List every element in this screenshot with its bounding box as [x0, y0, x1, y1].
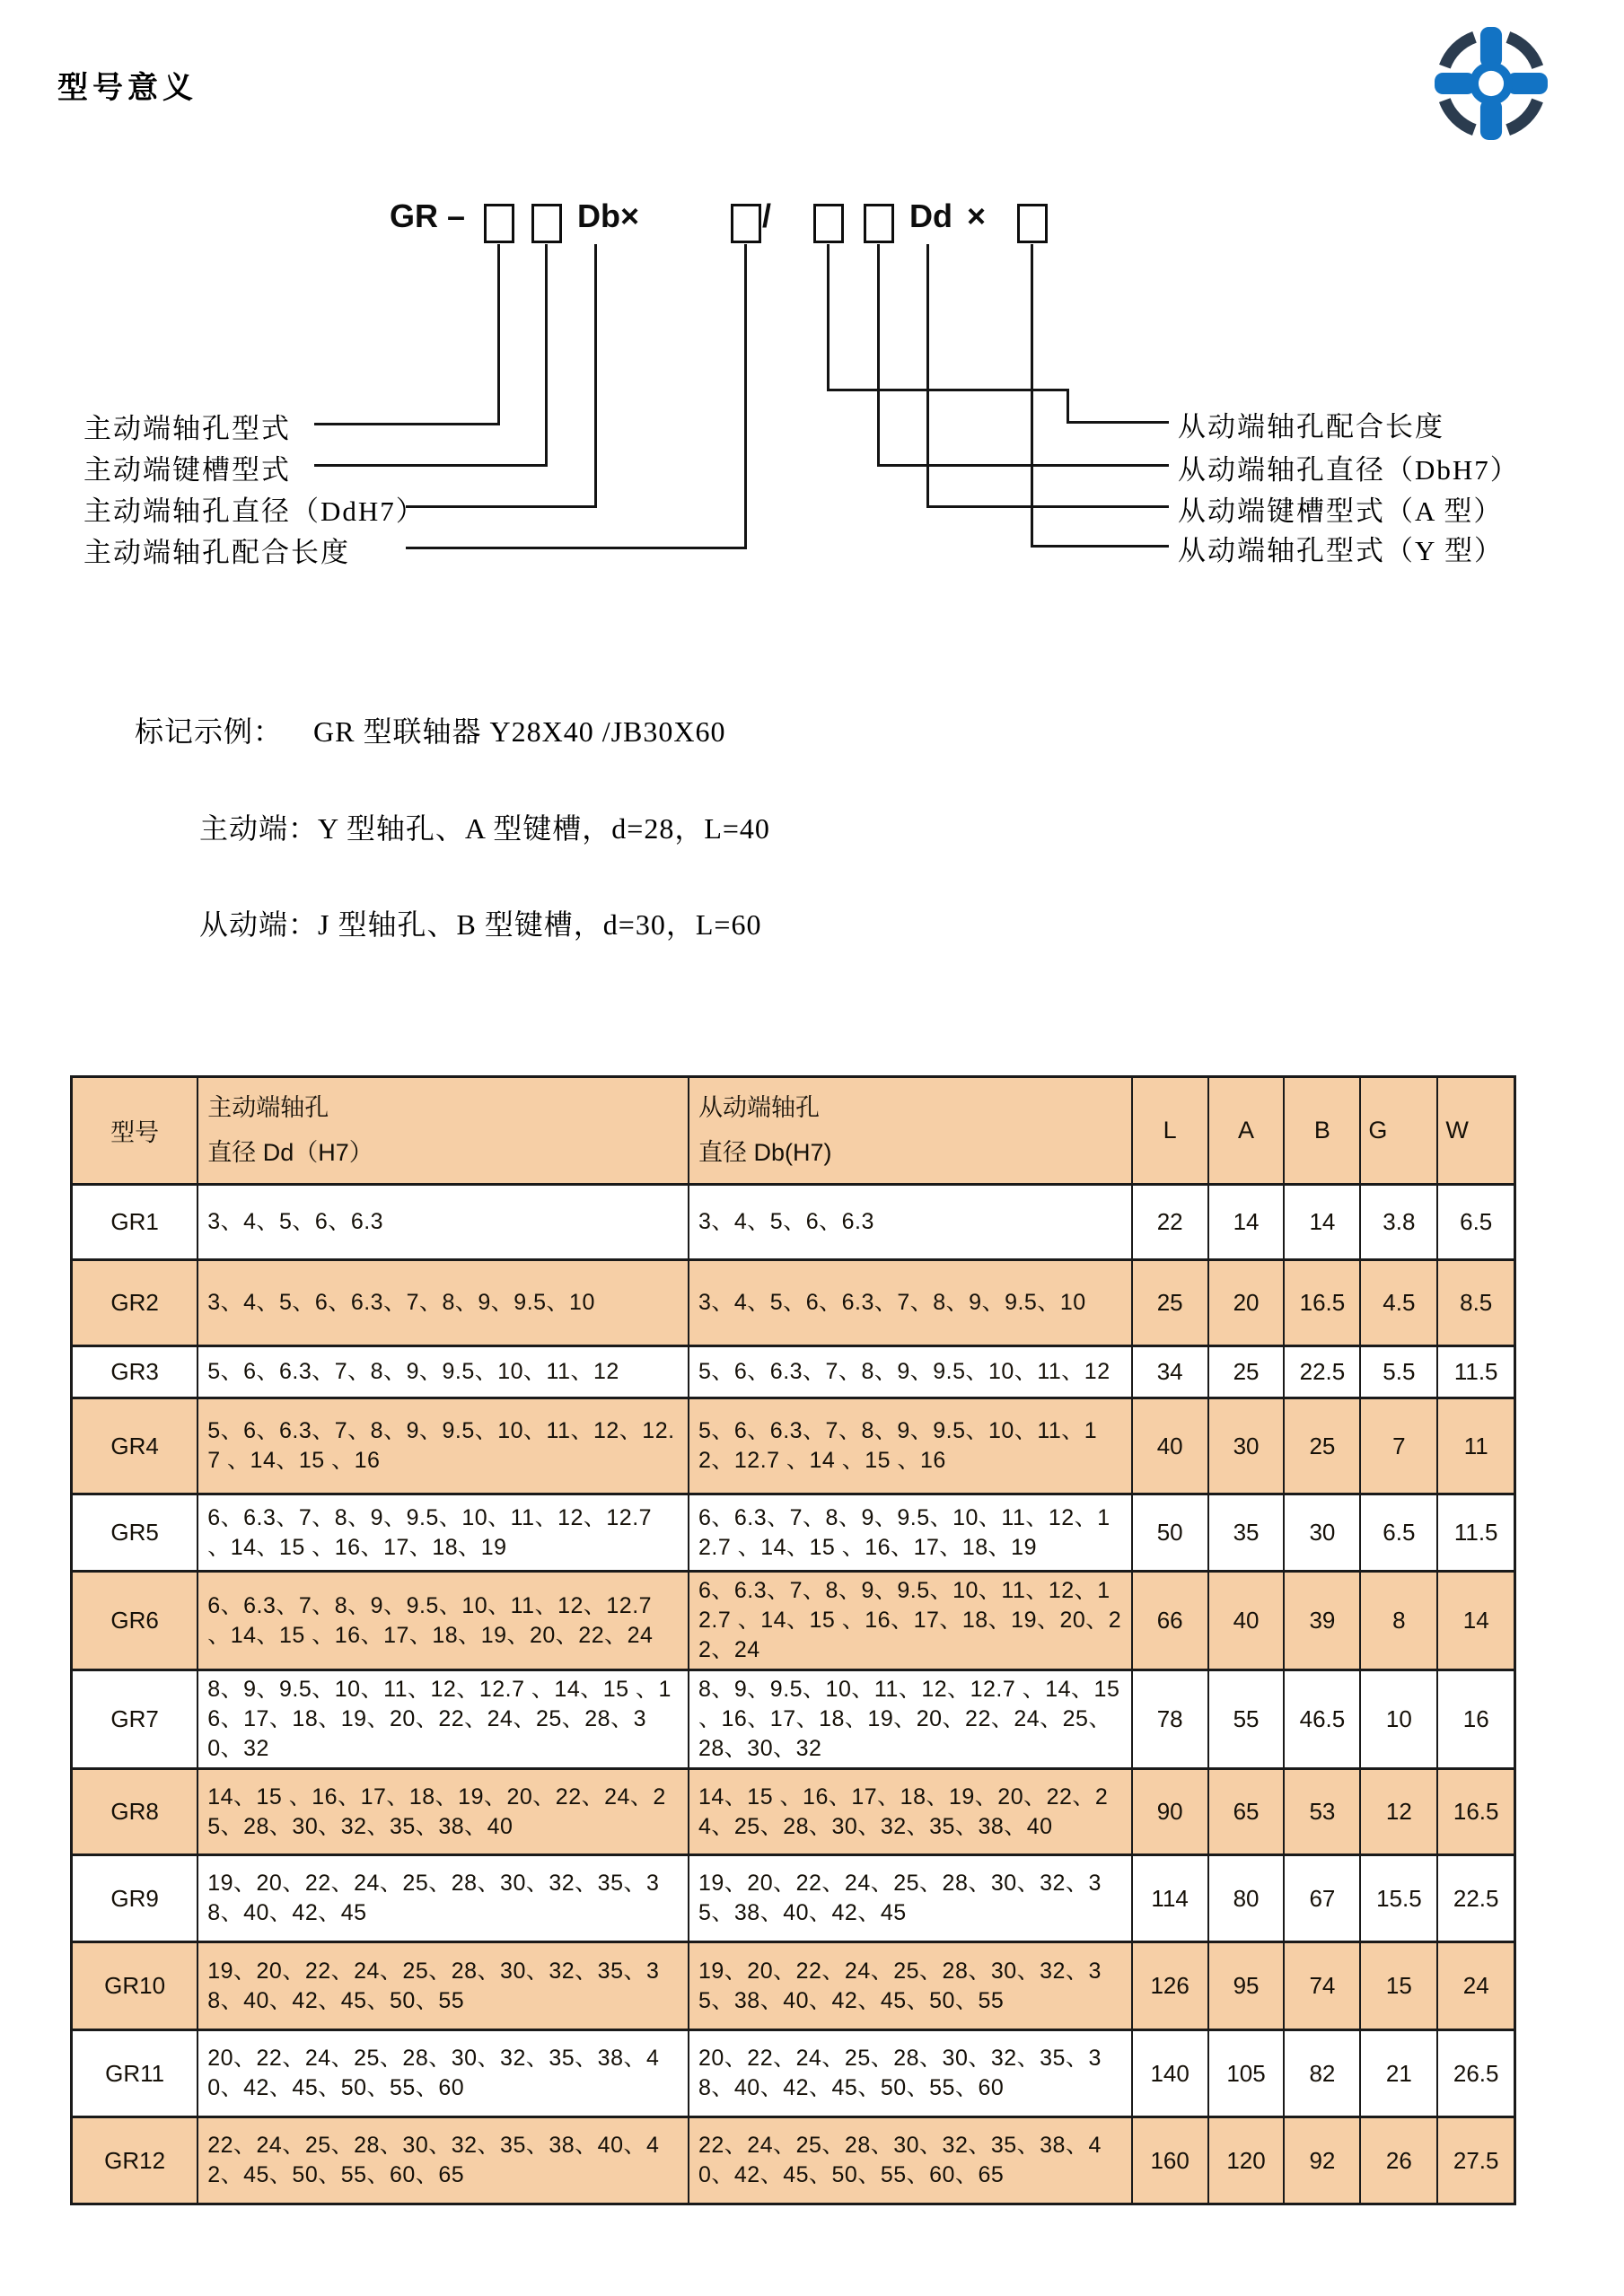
driven-bore-dia-label: 从动端轴孔直径（DbH7） [1178, 454, 1520, 486]
col-header-W: W [1437, 1077, 1514, 1185]
drive-bores-cell: 5、6、6.3、7、8、9、9.5、10、11、12、12.7 、14、15 、16 [198, 1398, 689, 1494]
dim-A-cell: 30 [1208, 1398, 1285, 1494]
dim-G-cell: 10 [1360, 1670, 1437, 1769]
drive-bores-cell: 5、6、6.3、7、8、9、9.5、10、11、12 [198, 1346, 689, 1398]
dim-A-cell: 20 [1208, 1260, 1285, 1346]
connector-line [1031, 244, 1033, 548]
table-row [72, 1942, 1515, 2030]
dim-A-cell: 65 [1208, 1769, 1285, 1855]
dim-G-cell: 26 [1360, 2117, 1437, 2204]
driven-bores-cell: 6、6.3、7、8、9、9.5、10、11、12、12.7 、14、15 、16、17、18、19、20、22、24 [689, 1572, 1132, 1670]
dim-B-cell: 46.5 [1284, 1670, 1360, 1769]
table-row [72, 1769, 1515, 1855]
col-header-G: G [1360, 1077, 1437, 1185]
drive-bores-cell: 22、24、25、28、30、32、35、38、40、42、45、50、55、60、65 [198, 2117, 689, 2204]
col-header-driven-bore [689, 1077, 1132, 1185]
dim-W-cell: 24 [1437, 1942, 1514, 2030]
connector-line [1031, 545, 1169, 548]
dim-G-cell: 12 [1360, 1769, 1437, 1855]
driven-bores-cell: 19、20、22、24、25、28、30、32、35、38、40、42、45 [689, 1855, 1132, 1942]
formula-slash: / [762, 197, 772, 234]
driven-bore-type-label: 从动端轴孔型式（Y 型） [1178, 535, 1504, 566]
dim-G-cell: 15 [1360, 1942, 1437, 2030]
table-header-row [72, 1077, 1515, 1185]
driven-bores-cell: 8、9、9.5、10、11、12、12.7 、14、15 、16、17、18、19、20、22、24、25、28、30、32 [689, 1670, 1132, 1769]
dim-B-cell: 25 [1284, 1398, 1360, 1494]
spec-table-body [72, 1185, 1515, 2204]
driven-bores-cell: 5、6、6.3、7、8、9、9.5、10、11、12 [689, 1346, 1132, 1398]
dim-G-cell: 15.5 [1360, 1855, 1437, 1942]
dim-L-cell: 78 [1132, 1670, 1208, 1769]
dim-A-cell: 80 [1208, 1855, 1285, 1942]
marking-example-label: 标记示例： [135, 715, 284, 748]
connector-line [877, 464, 1169, 467]
spec-table [70, 1075, 1516, 2205]
placeholder-box-drive-bore-type [484, 204, 514, 243]
drive-bores-cell: 19、20、22、24、25、28、30、32、35、38、40、42、45、50、55 [198, 1942, 689, 2030]
drive-bore-title: 主动端轴孔 [207, 1093, 329, 1121]
connector-line [744, 244, 747, 549]
placeholder-box-drive-keyway-type [531, 204, 562, 243]
col-header-A: A [1208, 1077, 1285, 1185]
model-cell: GR7 [72, 1670, 198, 1769]
connector-line [926, 244, 929, 508]
connector-line [926, 505, 1169, 508]
dim-A-cell: 120 [1208, 2117, 1285, 2204]
placeholder-box-driven-bore-dia [864, 204, 894, 243]
dim-L-cell: 25 [1132, 1260, 1208, 1346]
formula-db-label: Db× [577, 197, 640, 234]
table-row [72, 1670, 1515, 1769]
formula-prefix: GR [390, 197, 438, 234]
coupling-logo-icon [1431, 23, 1551, 144]
connector-line [827, 389, 1069, 391]
dim-L-cell: 22 [1132, 1185, 1208, 1260]
driven-bores-cell: 5、6、6.3、7、8、9、9.5、10、11、12、12.7 、14 、15 、16 [689, 1398, 1132, 1494]
model-cell: GR9 [72, 1855, 198, 1942]
formula-dash: – [447, 197, 466, 234]
placeholder-box-driven-bore-type [1017, 204, 1048, 243]
driven-bore-subtitle: 直径 Db(H7) [698, 1138, 832, 1166]
table-row [72, 2030, 1515, 2117]
page-title: 型号意义 [57, 72, 198, 105]
dim-W-cell: 27.5 [1437, 2117, 1514, 2204]
driven-bores-cell: 3、4、5、6、6.3、7、8、9、9.5、10 [689, 1260, 1132, 1346]
formula-times: × [967, 197, 987, 234]
dim-G-cell: 5.5 [1360, 1346, 1437, 1398]
driven-bores-cell: 14、15 、16、17、18、19、20、22、24、25、28、30、32、35、38、40 [689, 1769, 1132, 1855]
dim-W-cell: 11.5 [1437, 1494, 1514, 1572]
dim-W-cell: 6.5 [1437, 1185, 1514, 1260]
connector-line [406, 547, 747, 549]
dim-G-cell: 8 [1360, 1572, 1437, 1670]
col-header-model: 型号 [72, 1077, 198, 1185]
drive-bores-cell: 8、9、9.5、10、11、12、12.7 、14、15 、16、17、18、19、20、22、24、25、28、30、32 [198, 1670, 689, 1769]
dim-L-cell: 50 [1132, 1494, 1208, 1572]
dim-W-cell: 11.5 [1437, 1346, 1514, 1398]
table-row [72, 1398, 1515, 1494]
dim-B-cell: 22.5 [1284, 1346, 1360, 1398]
driven-bores-cell: 20、22、24、25、28、30、32、35、38、40、42、45、50、55、60 [689, 2030, 1132, 2117]
table-row [72, 1185, 1515, 1260]
driven-bores-cell: 19、20、22、24、25、28、30、32、35、38、40、42、45、50、55 [689, 1942, 1132, 2030]
connector-line [545, 244, 548, 467]
drive-fit-length-label: 主动端轴孔配合长度 [83, 537, 350, 568]
drive-bores-cell: 14、15 、16、17、18、19、20、22、24、25、28、30、32、35、38、40 [198, 1769, 689, 1855]
connector-line [594, 244, 597, 508]
dim-A-cell: 105 [1208, 2030, 1285, 2117]
model-cell: GR10 [72, 1942, 198, 2030]
drive-bore-type-label: 主动端轴孔型式 [83, 413, 291, 444]
model-cell: GR1 [72, 1185, 198, 1260]
dim-L-cell: 34 [1132, 1346, 1208, 1398]
dim-L-cell: 126 [1132, 1942, 1208, 2030]
marking-example-value: GR 型联轴器 Y28X40 /JB30X60 [313, 715, 726, 748]
dim-L-cell: 160 [1132, 2117, 1208, 2204]
dim-W-cell: 11 [1437, 1398, 1514, 1494]
drive-bores-cell: 3、4、5、6、6.3 [198, 1185, 689, 1260]
driven-bore-title: 从动端轴孔 [698, 1093, 820, 1121]
dim-B-cell: 92 [1284, 2117, 1360, 2204]
driven-fit-length-label: 从动端轴孔配合长度 [1178, 411, 1444, 443]
dim-B-cell: 30 [1284, 1494, 1360, 1572]
dim-W-cell: 26.5 [1437, 2030, 1514, 2117]
model-cell: GR12 [72, 2117, 198, 2204]
dim-G-cell: 6.5 [1360, 1494, 1437, 1572]
drive-end-example-line: 主动端：Y 型轴孔、A 型键槽，d=28，L=40 [199, 812, 770, 845]
dim-G-cell: 7 [1360, 1398, 1437, 1494]
table-row [72, 2117, 1515, 2204]
model-cell: GR5 [72, 1494, 198, 1572]
drive-keyway-type-label: 主动端键槽型式 [83, 454, 291, 486]
dim-W-cell: 16.5 [1437, 1769, 1514, 1855]
model-cell: GR11 [72, 2030, 198, 2117]
dim-B-cell: 67 [1284, 1855, 1360, 1942]
drive-bores-cell: 6、6.3、7、8、9、9.5、10、11、12、12.7 、14、15 、16、17、18、19 [198, 1494, 689, 1572]
dim-A-cell: 35 [1208, 1494, 1285, 1572]
connector-line [314, 423, 500, 425]
dim-B-cell: 53 [1284, 1769, 1360, 1855]
connector-line [1067, 421, 1169, 424]
table-row [72, 1260, 1515, 1346]
dim-B-cell: 16.5 [1284, 1260, 1360, 1346]
connector-line [877, 244, 880, 467]
table-row [72, 1494, 1515, 1572]
col-header-L: L [1132, 1077, 1208, 1185]
driven-bores-cell: 22、24、25、28、30、32、35、38、40、42、45、50、55、60、65 [689, 2117, 1132, 2204]
model-cell: GR8 [72, 1769, 198, 1855]
dim-A-cell: 95 [1208, 1942, 1285, 2030]
col-header-drive-bore [198, 1077, 689, 1185]
dim-B-cell: 74 [1284, 1942, 1360, 2030]
model-cell: GR3 [72, 1346, 198, 1398]
dim-L-cell: 66 [1132, 1572, 1208, 1670]
driven-keyway-type-label: 从动端键槽型式（A 型） [1178, 495, 1504, 527]
dim-B-cell: 82 [1284, 2030, 1360, 2117]
placeholder-box-driven-fit-length [813, 204, 844, 243]
connector-line [1067, 389, 1069, 423]
connector-line [497, 244, 500, 425]
col-header-B: B [1284, 1077, 1360, 1185]
connector-line [314, 464, 548, 467]
dim-L-cell: 114 [1132, 1855, 1208, 1942]
dim-A-cell: 25 [1208, 1346, 1285, 1398]
drive-bores-cell: 6、6.3、7、8、9、9.5、10、11、12、12.7 、14、15 、16、17、18、19、20、22、24 [198, 1572, 689, 1670]
dim-W-cell: 8.5 [1437, 1260, 1514, 1346]
model-cell: GR6 [72, 1572, 198, 1670]
table-row [72, 1346, 1515, 1398]
dim-W-cell: 14 [1437, 1572, 1514, 1670]
dim-L-cell: 140 [1132, 2030, 1208, 2117]
dim-A-cell: 40 [1208, 1572, 1285, 1670]
formula-dd-label: Dd [909, 197, 952, 234]
model-cell: GR2 [72, 1260, 198, 1346]
dim-L-cell: 40 [1132, 1398, 1208, 1494]
dim-G-cell: 3.8 [1360, 1185, 1437, 1260]
dim-W-cell: 22.5 [1437, 1855, 1514, 1942]
dim-W-cell: 16 [1437, 1670, 1514, 1769]
dim-B-cell: 14 [1284, 1185, 1360, 1260]
drive-bores-cell: 20、22、24、25、28、30、32、35、38、40、42、45、50、55、60 [198, 2030, 689, 2117]
dim-G-cell: 4.5 [1360, 1260, 1437, 1346]
driven-end-example-line: 从动端：J 型轴孔、B 型键槽，d=30，L=60 [199, 908, 762, 941]
table-row [72, 1572, 1515, 1670]
drive-bore-dia-label: 主动端轴孔直径（DdH7） [83, 495, 426, 527]
driven-bores-cell: 3、4、5、6、6.3 [689, 1185, 1132, 1260]
placeholder-box-drive-fit-length [731, 204, 761, 243]
drive-bores-cell: 19、20、22、24、25、28、30、32、35、38、40、42、45 [198, 1855, 689, 1942]
connector-line [406, 505, 597, 508]
connector-line [827, 244, 830, 391]
dim-B-cell: 39 [1284, 1572, 1360, 1670]
dim-A-cell: 55 [1208, 1670, 1285, 1769]
drive-bore-subtitle: 直径 Dd（H7） [207, 1138, 373, 1166]
dim-A-cell: 14 [1208, 1185, 1285, 1260]
model-cell: GR4 [72, 1398, 198, 1494]
table-row [72, 1855, 1515, 1942]
dim-L-cell: 90 [1132, 1769, 1208, 1855]
dim-G-cell: 21 [1360, 2030, 1437, 2117]
marking-example-line [135, 709, 726, 750]
drive-bores-cell: 3、4、5、6、6.3、7、8、9、9.5、10 [198, 1260, 689, 1346]
driven-bores-cell: 6、6.3、7、8、9、9.5、10、11、12、12.7 、14、15 、16、17、18、19 [689, 1494, 1132, 1572]
